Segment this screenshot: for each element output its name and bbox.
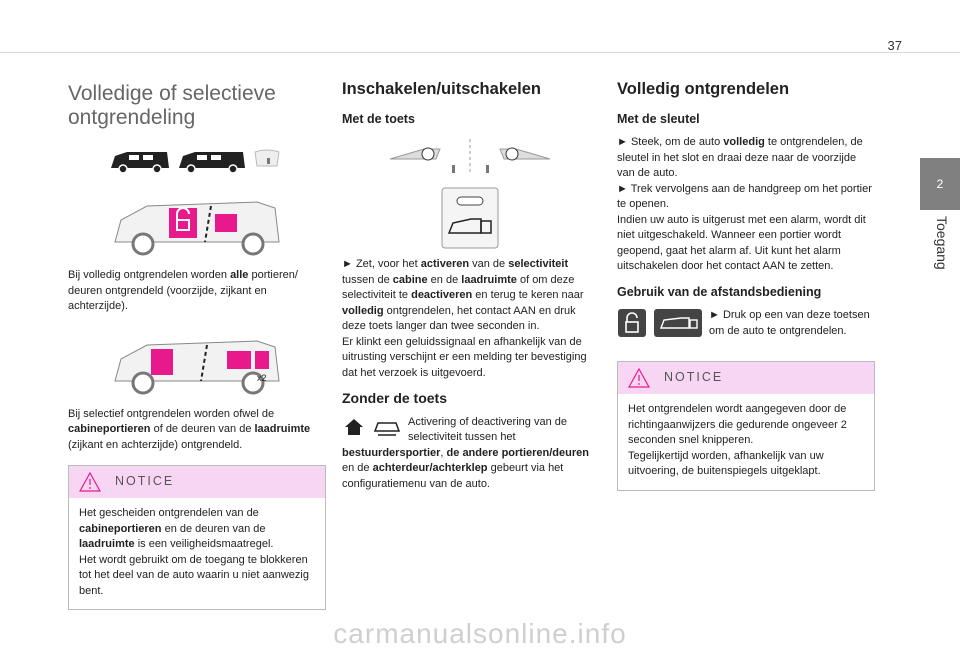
van-long-icon [179, 152, 245, 173]
notice-box [617, 361, 875, 491]
van-door-icon [227, 351, 251, 369]
key-unlock-text: ► Steek, om de auto volledig te ontgrendelen, de sleutel in het slot en draai deze naar de voorzijde van de auto. ► Trek vervolgens aan de handgreep om het portier te openen. Indien uw auto is uitgerust met een alarm, wordt dit niet uitgeschakeld. Wanneer een portier wordt geopend, gaat het alarm af. Uit kunt het alarm uitschakelen door het contact AAN te zetten. [617, 136, 872, 272]
x2-badge: x2 [257, 372, 267, 383]
chapter-label: Toegang [934, 216, 950, 270]
subsection-title: Gebruik van de afstandsbediening [617, 284, 822, 299]
lock-open-icon [169, 208, 197, 238]
full-unlock-text: Bij volledig ontgrendelen worden alle portieren/ deuren ontgrendeld (voorzijde, zijkant en achterzijde). [68, 269, 298, 312]
subsection-title: Met de toets [342, 111, 415, 126]
unlock-button-icon [617, 308, 647, 338]
car-settings-icon [372, 415, 402, 439]
notice-title: NOTICE [115, 474, 175, 489]
warning-triangle-icon [79, 472, 101, 492]
subsection-title: Zonder de toets [342, 390, 448, 406]
notice-box [68, 465, 326, 610]
section-title: Volledige of selectieve ontgrendeling [68, 82, 276, 129]
chapter-tab[interactable]: 2 [920, 158, 960, 210]
watermark: carmanualsonline.info [333, 618, 627, 649]
van-unlock-button-icon [653, 308, 703, 338]
remote-block [617, 308, 875, 349]
column-2 [342, 82, 598, 502]
remote-text: ► Druk op een van deze toetsen om de auto te ontgrendelen. [709, 309, 870, 337]
warning-triangle-icon [628, 368, 650, 388]
header-rule [0, 52, 960, 53]
vehicle-silhouettes-figure [107, 144, 287, 178]
notice-header [69, 466, 325, 498]
key-slot-icon [255, 150, 279, 166]
van-door-icon [215, 214, 237, 232]
lock-open-icon [151, 349, 173, 375]
without-button-text: Activering of deactivering van de selectiviteit tussen het bestuurdersportier, de andere portieren/deuren en de achterdeur/achterklep gebeurt via het configuratiemenu van de auto. [342, 415, 589, 490]
section-title: Inschakelen/uitschakelen [342, 80, 542, 98]
notice-header [618, 362, 874, 394]
notice-title: NOTICE [664, 370, 724, 385]
column-3 [617, 82, 875, 491]
home-icon [342, 415, 366, 439]
notice-body: Het ontgrendelen wordt aangegeven door de richtingaanwijzers die gedurende ongeveer 2 seconden snel knipperen. Tegelijkertijd worden, afhankelijk van uw uitvoering, de buitenspiegels uitgeklapt. [628, 403, 847, 477]
subsection-title: Met de sleutel [617, 111, 700, 126]
selective-unlock-figure [107, 325, 287, 399]
section-title: Volledig ontgrendelen [617, 80, 790, 98]
selectivity-button-figure [441, 187, 499, 249]
van-short-icon [111, 152, 169, 173]
selective-unlock-text: Bij selectief ontgrendelen worden ofwel de cabineportieren of de deuren van de laadruimte (zijkant en achterzijde) ontgrendeld. [68, 407, 311, 451]
lock-small-icon [255, 351, 269, 369]
door-mirrors-figure [370, 135, 570, 179]
full-unlock-figure [107, 186, 287, 260]
without-button-block [342, 415, 598, 493]
column-1 [68, 82, 326, 610]
notice-body: Het gescheiden ontgrendelen van de cabineportieren en de deuren van de laadruimte is een veiligheidsmaatregel. Het wordt gebruikt om de toegang te blokkeren tot het deel van de auto waarin u niet aanwezig bent. [79, 507, 309, 597]
page-number: 37 [887, 38, 902, 53]
activate-instruction-text: ► Zet, voor het activeren van de selectiviteit tussen de cabine en de laadruimte of om deze selectiviteit te deactiveren en terug te keren naar volledig ontgrendelen, het contact AAN en druk deze toets langer dan twee seconden in. Er klinkt een geluidssignaal en afhankelijk van de uitrusting verschijnt er een melding ter bevestiging dat het verzoek is uitgevoerd. [342, 258, 587, 379]
